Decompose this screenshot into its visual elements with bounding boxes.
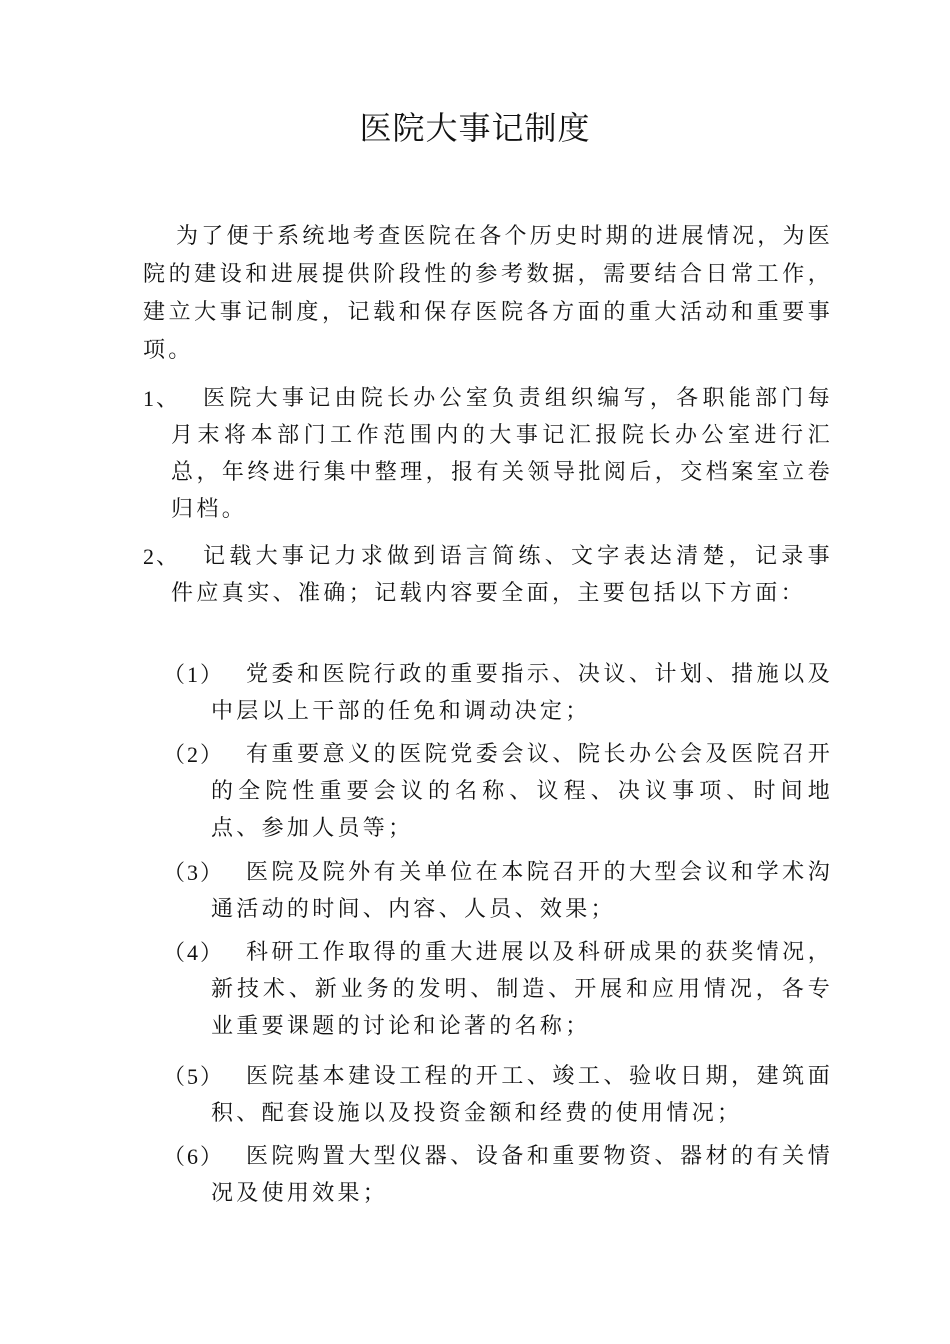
sub-list-item xyxy=(163,1138,833,1212)
sub-list-item xyxy=(163,656,833,730)
sub-list-item-text: 医院及院外有关单位在本院召开的大型会议和学术沟通活动的时间、内容、人员、效果； xyxy=(211,860,833,922)
sub-list-item xyxy=(163,1058,833,1132)
list-item xyxy=(143,538,833,612)
sub-list-item-text: 科研工作取得的重大进展以及科研成果的获奖情况，新技术、新业务的发明、制造、开展和应用情况，各专业重要课题的讨论和论著的名称； xyxy=(211,940,833,1039)
sub-list-item-number: （4） xyxy=(163,940,225,965)
sub-list-item-number: （2） xyxy=(163,742,225,767)
sub-list-item-number: （6） xyxy=(163,1144,225,1169)
list-item-number: 1、 xyxy=(143,386,181,411)
sub-list-item xyxy=(163,736,833,847)
sub-list-item-text: 党委和医院行政的重要指示、决议、计划、措施以及中层以上干部的任免和调动决定； xyxy=(211,662,833,724)
sub-list-item-text: 有重要意义的医院党委会议、院长办公会及医院召开的全院性重要会议的名称、议程、决议事项、时间地点、参加人员等； xyxy=(211,742,833,841)
list-item-text: 记载大事记力求做到语言简练、文字表达清楚，记录事件应真实、准确；记载内容要全面，主要包括以下方面： xyxy=(171,544,833,606)
sub-list-item-number: （1） xyxy=(163,662,225,687)
sub-list-item-text: 医院购置大型仪器、设备和重要物资、器材的有关情况及使用效果； xyxy=(211,1144,833,1206)
intro-paragraph: 为了便于系统地考查医院在各个历史时期的进展情况，为医院的建设和进展提供阶段性的参考数据，需要结合日常工作，建立大事记制度，记载和保存医院各方面的重大活动和重要事项。 xyxy=(143,224,833,363)
sub-list-item xyxy=(163,934,833,1045)
list-item xyxy=(143,380,833,528)
sub-list-item-text: 医院基本建设工程的开工、竣工、验收日期，建筑面积、配套设施以及投资金额和经费的使用情况； xyxy=(211,1064,833,1126)
sub-list-item-number: （3） xyxy=(163,860,225,885)
list-item-text: 医院大事记由院长办公室负责组织编写，各职能部门每月末将本部门工作范围内的大事记汇报院长办公室进行汇总，年终进行集中整理，报有关领导批阅后，交档案室立卷归档。 xyxy=(171,386,833,522)
sub-list-item-number: （5） xyxy=(163,1064,225,1089)
document-title: 医院大事记制度 xyxy=(359,109,591,147)
sub-list-item xyxy=(163,854,833,928)
list-item-number: 2、 xyxy=(143,544,181,569)
